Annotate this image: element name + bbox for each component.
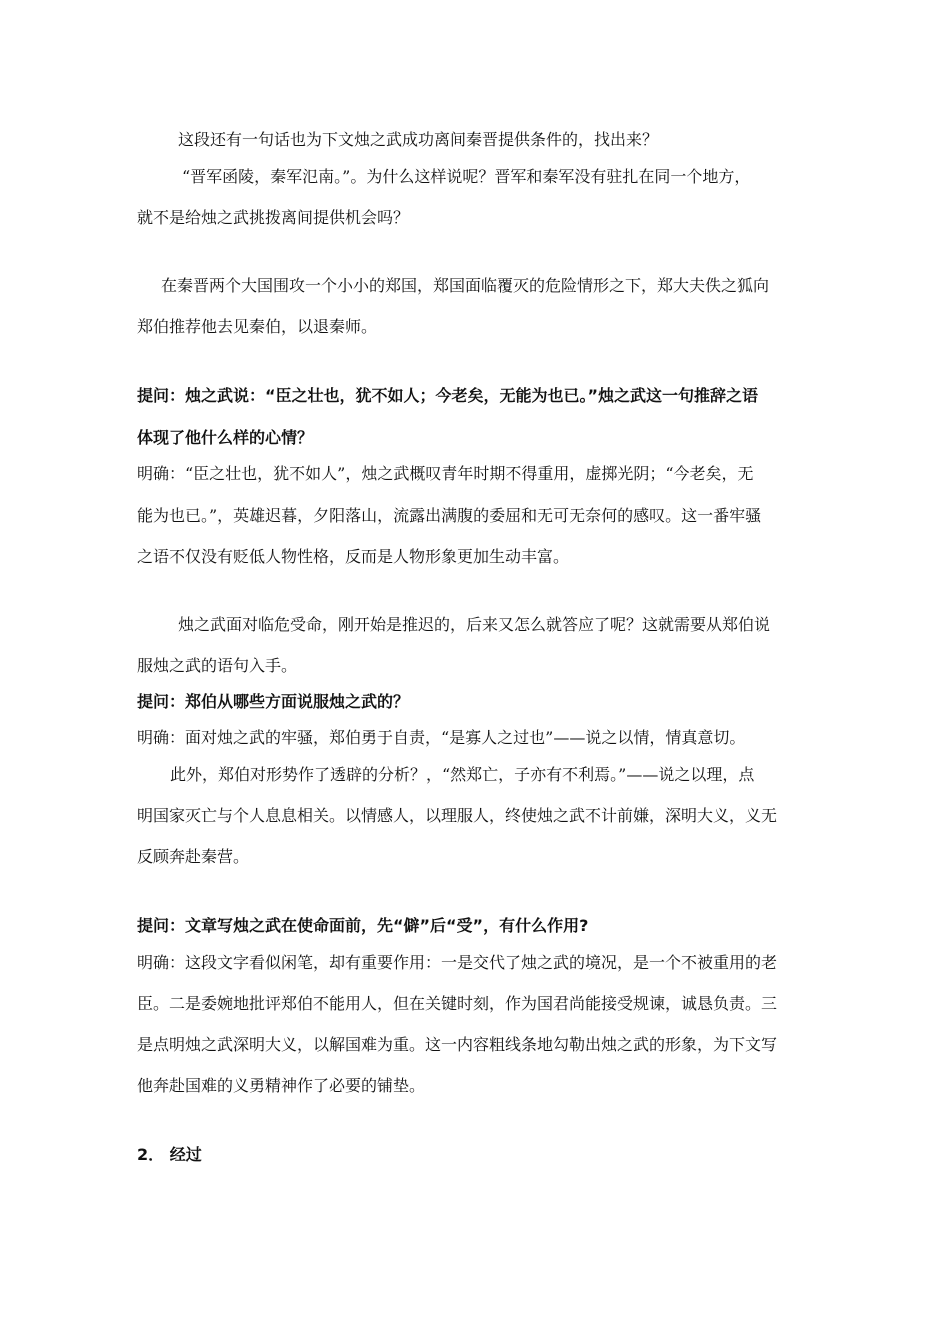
answer-line: 明确：“臣之壮也，犹不如人”，烛之武概叹青年时期不得重用，虚掷光阴；“今老矣，无 bbox=[137, 464, 754, 483]
question-line: 提问：文章写烛之武在使命面前，先“僻”后“受”，有什么作用? bbox=[137, 916, 589, 935]
paragraph-line: 明国家灭亡与个人息息相关。以情感人，以理服人，终使烛之武不计前嫌，深明大义，义无 bbox=[137, 806, 778, 825]
question-line: 提问：郑伯从哪些方面说服烛之武的？ bbox=[137, 692, 410, 711]
answer-line: 他奔赴国难的义勇精神作了必要的铺垫。 bbox=[137, 1076, 426, 1095]
paragraph-line: 这段还有一句话也为下文烛之武成功离间秦晋提供条件的，找出来？ bbox=[178, 130, 659, 149]
answer-line: 臣。二是委婉地批评郑伯不能用人，但在关键时刻，作为国君尚能接受规谏，诚恳负责。三 bbox=[137, 994, 778, 1013]
answer-line: 之语不仅没有贬低人物性格，反而是人物形象更加生动丰富。 bbox=[137, 547, 570, 566]
paragraph-line: 就不是给烛之武挑拨离间提供机会吗？ bbox=[137, 208, 410, 227]
section-heading: 2． 经过 bbox=[137, 1145, 202, 1164]
answer-line: 明确：面对烛之武的牢骚，郑伯勇于自责，“是寡人之过也”——说之以情，情真意切。 bbox=[137, 728, 746, 747]
paragraph-line: “晋军函陵，秦军氾南。”。为什么这样说呢？晋军和秦军没有驻扎在同一个地方， bbox=[182, 167, 751, 186]
paragraph-line: 服烛之武的语句入手。 bbox=[137, 656, 298, 675]
paragraph-line: 在秦晋两个大国围攻一个小小的郑国，郑国面临覆灭的危险情形之下，郑大夫佚之狐向 bbox=[161, 276, 770, 295]
answer-line: 能为也已。”，英雄迟暮，夕阳落山，流露出满腹的委屈和无可无奈何的感叹。这一番牢骚 bbox=[137, 506, 762, 525]
paragraph-line: 此外，郑伯对形势作了透辟的分析？，“然郑亡，子亦有不利焉。”——说之以理，点 bbox=[170, 765, 755, 784]
answer-line: 明确：这段文字看似闲笔，却有重要作用：一是交代了烛之武的境况，是一个不被重用的老 bbox=[137, 953, 778, 972]
question-line: 提问：烛之武说：“臣之壮也，犹不如人；今老矣，无能为也已。”烛之武这一句推辞之语 bbox=[137, 386, 759, 405]
answer-line: 是点明烛之武深明大义，以解国难为重。这一内容粗线条地勾勒出烛之武的形象，为下文写 bbox=[137, 1035, 778, 1054]
question-line: 体现了他什么样的心情？ bbox=[137, 428, 314, 447]
paragraph-line: 反顾奔赴秦营。 bbox=[137, 847, 250, 866]
paragraph-line: 烛之武面对临危受命，刚开始是推迟的，后来又怎么就答应了呢？这就需要从郑伯说 bbox=[178, 615, 771, 634]
paragraph-line: 郑伯推荐他去见秦伯，以退秦师。 bbox=[137, 317, 378, 336]
